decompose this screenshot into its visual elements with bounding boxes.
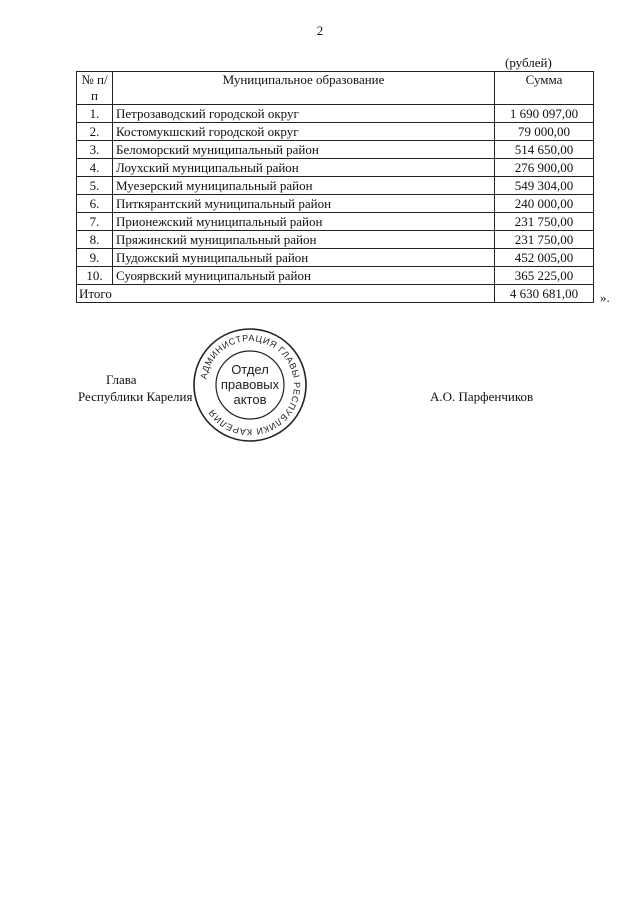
table-row bbox=[77, 177, 594, 195]
table-row bbox=[77, 105, 594, 123]
table-row bbox=[77, 159, 594, 177]
table-row bbox=[77, 231, 594, 249]
header-name: Муниципальное образование bbox=[113, 72, 495, 105]
table-row bbox=[77, 141, 594, 159]
row-sum: 276 900,00 bbox=[495, 159, 594, 177]
signatory-office: Республики Карелия bbox=[78, 389, 193, 404]
stamp-line3: актов bbox=[233, 392, 267, 407]
row-num: 4. bbox=[77, 159, 113, 177]
table-row bbox=[77, 249, 594, 267]
row-sum: 231 750,00 bbox=[495, 213, 594, 231]
row-num: 10. bbox=[77, 267, 113, 285]
row-sum: 514 650,00 bbox=[495, 141, 594, 159]
row-sum: 365 225,00 bbox=[495, 267, 594, 285]
row-num: 5. bbox=[77, 177, 113, 195]
stamp-seal bbox=[192, 327, 308, 443]
total-label: Итого bbox=[77, 285, 495, 303]
row-num: 2. bbox=[77, 123, 113, 141]
row-sum: 240 000,00 bbox=[495, 195, 594, 213]
row-name: Муезерский муниципальный район bbox=[113, 177, 495, 195]
row-name: Питкярантский муниципальный район bbox=[113, 195, 495, 213]
table-total-row bbox=[77, 285, 594, 303]
row-name: Костомукшский городской округ bbox=[113, 123, 495, 141]
row-sum: 231 750,00 bbox=[495, 231, 594, 249]
stamp-line2: правовых bbox=[220, 377, 280, 392]
row-name: Суоярвский муниципальный район bbox=[113, 267, 495, 285]
row-num: 3. bbox=[77, 141, 113, 159]
row-sum: 1 690 097,00 bbox=[495, 105, 594, 123]
table-row bbox=[77, 213, 594, 231]
row-name: Беломорский муниципальный район bbox=[113, 141, 495, 159]
row-name: Пряжинский муниципальный район bbox=[113, 231, 495, 249]
row-name: Пудожский муниципальный район bbox=[113, 249, 495, 267]
header-num: № п/п bbox=[77, 72, 113, 105]
row-sum: 549 304,00 bbox=[495, 177, 594, 195]
row-name: Петрозаводский городской округ bbox=[113, 105, 495, 123]
row-num: 1. bbox=[77, 105, 113, 123]
row-num: 6. bbox=[77, 195, 113, 213]
total-sum: 4 630 681,00 bbox=[495, 285, 594, 303]
stamp-ring-text: АДМИНИСТРАЦИЯ ГЛАВЫ РЕСПУБЛИКИ КАРЕЛИЯ bbox=[198, 332, 303, 438]
closing-quote: ». bbox=[600, 290, 610, 305]
row-sum: 79 000,00 bbox=[495, 123, 594, 141]
table-row bbox=[77, 267, 594, 285]
row-sum: 452 005,00 bbox=[495, 249, 594, 267]
signatory-name: А.О. Парфенчиков bbox=[430, 389, 534, 404]
table-header-row bbox=[77, 72, 594, 105]
page-number: 2 bbox=[316, 23, 324, 38]
allocation-table bbox=[76, 71, 594, 303]
row-num: 8. bbox=[77, 231, 113, 249]
table-row bbox=[77, 123, 594, 141]
stamp-line1: Отдел bbox=[231, 362, 269, 377]
table-row bbox=[77, 195, 594, 213]
header-sum: Сумма bbox=[495, 72, 594, 105]
signatory-title: Глава bbox=[106, 372, 137, 387]
row-num: 9. bbox=[77, 249, 113, 267]
row-num: 7. bbox=[77, 213, 113, 231]
units-note: (рублей) bbox=[505, 55, 552, 70]
row-name: Прионежский муниципальный район bbox=[113, 213, 495, 231]
row-name: Лоухский муниципальный район bbox=[113, 159, 495, 177]
